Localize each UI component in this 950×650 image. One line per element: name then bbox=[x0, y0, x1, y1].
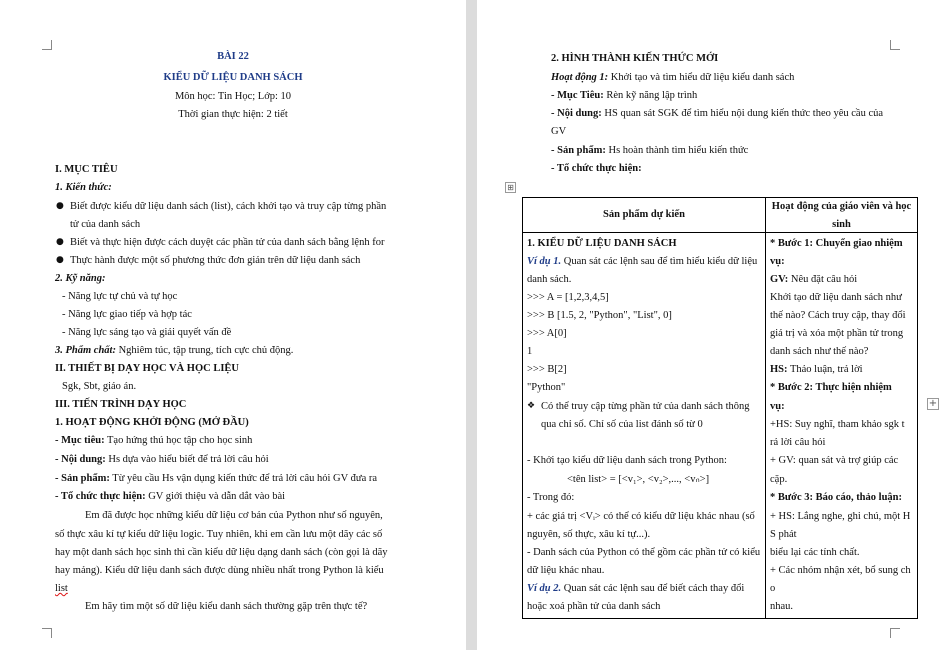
step-1-heading-cont: vụ: bbox=[770, 256, 785, 267]
skills-heading: 2. Kỹ năng: bbox=[55, 273, 106, 284]
knowledge-item-1: Biết được kiểu dữ liệu danh sách (list), cách khởi tạo và truy cập từng phần bbox=[70, 201, 387, 212]
bullet-icon: ● bbox=[56, 237, 64, 247]
qualities-line bbox=[55, 344, 293, 358]
paragraph-line-5: list bbox=[55, 583, 68, 594]
table-header-activities: Hoạt động của giáo viên và học bbox=[771, 201, 912, 212]
step-2-line: +HS: Suy nghĩ, tham khảo sgk t bbox=[770, 419, 905, 430]
step-3-line: S phát bbox=[770, 529, 797, 540]
content-line bbox=[551, 107, 883, 121]
document-page-right bbox=[477, 0, 950, 650]
crop-mark-icon bbox=[890, 40, 900, 50]
paragraph-line-3: hay một danh sách học sinh thì cần kiểu dữ liệu dạng danh sách (còn gọi là dãy bbox=[55, 547, 388, 558]
hs-label: HS: bbox=[770, 364, 788, 375]
step-3-line: + Các nhóm nhận xét, bổ sung ch bbox=[770, 565, 911, 576]
example-2-label: Ví dụ 2. bbox=[527, 583, 562, 594]
product-line bbox=[551, 144, 748, 158]
content-label: - Nội dung: bbox=[55, 454, 106, 465]
content-line bbox=[55, 453, 269, 467]
question-line: giá trị và xóa một phần tử trong bbox=[770, 328, 904, 339]
knowledge-item-1-cont: tử của danh sách bbox=[70, 219, 141, 230]
mixed-types-line: - Danh sách của Python có thể gồm các phần tử có kiểu bbox=[527, 547, 761, 558]
example-1-line bbox=[527, 255, 757, 269]
section-heading-process: III. TIẾN TRÌNH DẠY HỌC bbox=[55, 399, 187, 410]
subject-line: Môn học: Tin Học; Lớp: 10 bbox=[174, 91, 292, 102]
content-line-cont: GV bbox=[551, 126, 567, 137]
knowledge-heading: 1. Kiến thức: bbox=[55, 182, 112, 193]
step-2-heading-cont: vụ: bbox=[770, 401, 785, 412]
hs-line bbox=[770, 363, 863, 377]
lesson-title: KIỂU DỮ LIỆU DANH SÁCH bbox=[163, 72, 303, 83]
table-column-divider bbox=[765, 197, 766, 619]
activity-1-line bbox=[551, 71, 794, 85]
step-1-heading: * Bước 1: Chuyển giao nhiệm bbox=[770, 238, 903, 249]
crop-mark-icon bbox=[890, 628, 900, 638]
content-label: - Nội dung: bbox=[551, 108, 602, 119]
diamond-bullet-icon: ❖ bbox=[527, 401, 536, 411]
section-heading-objectives: I. MỤC TIÊU bbox=[55, 164, 118, 175]
goal-line bbox=[551, 89, 697, 103]
section-heading-new-knowledge: 2. HÌNH THÀNH KIẾN THỨC MỚI bbox=[551, 53, 719, 64]
table-header-divider bbox=[522, 232, 918, 233]
organization-text: GV giới thiệu và dẫn dắt vào bài bbox=[145, 491, 286, 502]
product-text: Từ yêu cầu Hs vận dụng kiến thức để trả lời câu hỏi GV đưa ra bbox=[109, 473, 378, 484]
add-row-plus-icon[interactable]: + bbox=[928, 398, 938, 409]
table-header-activities-cont: sinh bbox=[832, 219, 851, 230]
example-1-text: Quan sát các lệnh sau để tìm hiểu kiểu dữ liệu bbox=[561, 256, 758, 267]
question-line: danh sách như thế nào? bbox=[770, 346, 869, 357]
index-note-cont: qua chỉ số. Chỉ số của list đánh số từ 0 bbox=[541, 419, 703, 430]
init-note-line: - Khởi tạo kiểu dữ liệu danh sách trong Python: bbox=[527, 455, 727, 466]
step-3-heading: * Bước 3: Báo cáo, thảo luận: bbox=[770, 492, 902, 503]
step-2-line: + GV: quan sát và trợ giúp các bbox=[770, 455, 899, 466]
equipment-text: Sgk, Sbt, giáo án. bbox=[62, 381, 137, 392]
code-output-line: 1 bbox=[527, 346, 533, 357]
table-border-right bbox=[917, 197, 918, 619]
example-1-label: Ví dụ 1. bbox=[527, 256, 562, 267]
paragraph-line-1: Em đã được học những kiểu dữ liệu cơ bản của Python như số nguyên, bbox=[85, 510, 383, 521]
step-2-line: cặp. bbox=[770, 474, 788, 485]
skill-item-2: - Năng lực giao tiếp và hợp tác bbox=[62, 309, 192, 320]
code-line: >>> A = [1,2,3,4,5] bbox=[527, 292, 609, 303]
example-2-text: Quan sát các lệnh sau để biết cách thay đổi bbox=[561, 583, 745, 594]
values-note-line: + các giá trị <Vᵢ> có thể có kiểu dữ liệu khác nhau (số bbox=[527, 511, 755, 522]
code-line: >>> B[2] bbox=[527, 364, 567, 375]
step-2-line: rả lời câu hỏi bbox=[770, 437, 826, 448]
activity-1-label: Hoạt động 1: bbox=[551, 72, 609, 83]
knowledge-item-2: Biết và thực hiện được cách duyệt các phần tử của danh sách bằng lệnh for bbox=[70, 237, 385, 248]
organization-label: - Tổ chức thực hiện: bbox=[551, 163, 642, 174]
example-1-cont: danh sách. bbox=[527, 274, 572, 285]
product-text: Hs hoàn thành tìm hiểu kiến thức bbox=[605, 145, 749, 156]
step-3-line: nhau. bbox=[770, 601, 794, 612]
qualities-label: 3. Phẩm chất: bbox=[55, 345, 116, 356]
gv-text: Nêu đặt câu hỏi bbox=[788, 274, 858, 285]
table-header-products: Sản phẩm dự kiến bbox=[603, 209, 685, 220]
goal-text: Tạo hứng thú học tập cho học sinh bbox=[104, 435, 253, 446]
product-label: - Sản phẩm: bbox=[551, 145, 606, 156]
step-3-line: + HS: Lắng nghe, ghi chú, một H bbox=[770, 511, 911, 522]
paragraph-line-2: số thực xâu kí tự kiểu dữ liệu logic. Tuy nhiên, khi em cần lưu một dãy các số bbox=[55, 529, 383, 540]
step-3-line: o bbox=[770, 583, 776, 594]
syntax-line: <tên list> = [<v₁>, <v₂>,..., <vₙ>] bbox=[567, 474, 710, 485]
values-note-cont: nguyên, số thực, xâu kí tự...). bbox=[527, 529, 651, 540]
code-output-line: "Python" bbox=[527, 382, 566, 393]
content-text: Hs dựa vào hiểu biết để trả lời câu hỏi bbox=[105, 454, 269, 465]
duration-line: Thời gian thực hiện: 2 tiết bbox=[178, 109, 288, 120]
skill-item-1: - Năng lực tự chủ và tự học bbox=[62, 291, 178, 302]
code-line: >>> B [1.5, 2, "Python", "List", 0] bbox=[527, 310, 672, 321]
content-text: HS quan sát SGK để tìm hiểu nội dung kiến thức theo yêu cầu của bbox=[601, 108, 884, 119]
where-line: - Trong đó: bbox=[527, 492, 575, 503]
goal-text: Rèn kỹ năng lập trình bbox=[603, 90, 698, 101]
table-move-handle-icon[interactable]: ⊞ bbox=[505, 182, 516, 193]
table-border-left bbox=[522, 197, 523, 619]
gv-line bbox=[770, 273, 857, 287]
activity-1-text: Khởi tạo và tìm hiểu dữ liệu kiểu danh sách bbox=[608, 72, 795, 83]
hs-text: Thảo luận, trả lời bbox=[787, 364, 863, 375]
knowledge-item-3: Thực hành được một số phương thức đơn giản trên dữ liệu danh sách bbox=[70, 255, 361, 266]
step-2-heading: * Bước 2: Thực hiện nhiệm bbox=[770, 382, 892, 393]
table-border-top bbox=[522, 197, 918, 198]
product-line bbox=[55, 472, 377, 486]
question-line: Khởi tạo dữ liệu danh sách như bbox=[770, 292, 902, 303]
goal-label: - Mục tiêu: bbox=[55, 435, 105, 446]
mixed-types-cont: dữ liệu khác nhau. bbox=[527, 565, 605, 576]
organization-label: - Tổ chức thực hiện: bbox=[55, 491, 146, 502]
example-2-line bbox=[527, 582, 744, 596]
paragraph-line-4: hay mảng). Kiểu dữ liệu danh sách được dùng nhiều nhất trong Python là kiểu bbox=[55, 565, 384, 576]
document-page-left bbox=[0, 0, 466, 650]
index-note-line: Có thể truy cập từng phần tử của danh sách thông bbox=[541, 401, 750, 412]
qualities-text: Nghiêm túc, tập trung, tích cực chủ động. bbox=[115, 345, 294, 356]
product-label: - Sản phẩm: bbox=[55, 473, 110, 484]
crop-mark-icon bbox=[42, 628, 52, 638]
section-heading-equipment: II. THIẾT BỊ DẠY HỌC VÀ HỌC LIỆU bbox=[55, 363, 239, 374]
bullet-icon: ● bbox=[56, 201, 64, 211]
activity-heading-warmup: 1. HOẠT ĐỘNG KHỞI ĐỘNG (MỞ ĐẦU) bbox=[55, 417, 249, 428]
crop-mark-icon bbox=[42, 40, 52, 50]
cell-heading-list-type: 1. KIỂU DỮ LIỆU DANH SÁCH bbox=[527, 238, 677, 249]
skill-item-3: - Năng lực sáng tạo và giải quyết vấn đề bbox=[62, 327, 232, 338]
step-3-line: biểu lại các tính chất. bbox=[770, 547, 860, 558]
organization-line bbox=[551, 162, 642, 176]
example-2-cont: hoặc xoá phần tử của danh sách bbox=[527, 601, 661, 612]
gv-label: GV: bbox=[770, 274, 789, 285]
goal-line bbox=[55, 434, 252, 448]
bullet-icon: ● bbox=[56, 255, 64, 265]
goal-label: - Mục Tiêu: bbox=[551, 90, 604, 101]
table-border-bottom bbox=[522, 618, 918, 619]
question-line: Em hãy tìm một số dữ liệu kiểu danh sách thường gặp trên thực tế? bbox=[85, 601, 368, 612]
question-line: thế nào? Cách truy cập, thay đổi bbox=[770, 310, 906, 321]
code-line: >>> A[0] bbox=[527, 328, 567, 339]
organization-line bbox=[55, 490, 285, 504]
lesson-number: BÀI 22 bbox=[217, 51, 249, 62]
